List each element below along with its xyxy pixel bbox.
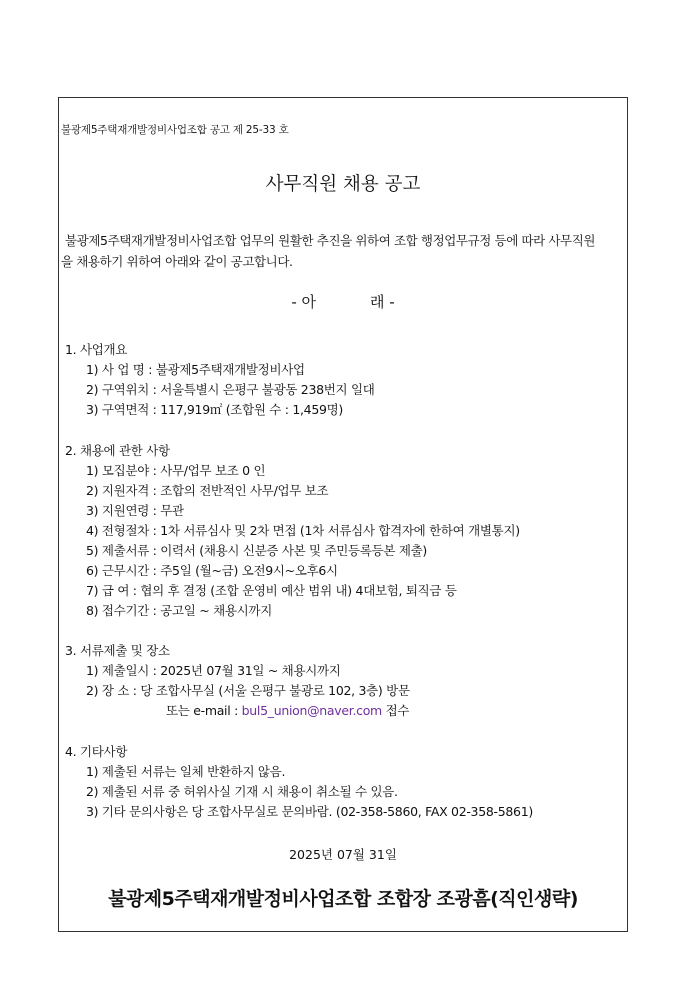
intro-line: 불광제5주택재개발정비사업조합 업무의 원활한 추진을 위하여 조합 행정업무규정 등에 따라 사무직원 bbox=[65, 233, 596, 248]
list-item: 1) 제출된 서류는 일체 반환하지 않음. bbox=[86, 764, 286, 779]
ah-rae-right: 래 - bbox=[370, 293, 395, 311]
list-item: 3) 지원연령 : 무관 bbox=[86, 503, 184, 518]
list-item: 6) 근무시간 : 주5일 (월~금) 오전9시~오후6시 bbox=[86, 563, 338, 578]
section-heading: 2. 채용에 관한 사항 bbox=[65, 443, 170, 458]
notice-date: 2025년 07월 31일 bbox=[289, 847, 397, 862]
list-item: 3) 기타 문의사항은 당 조합사무실로 문의바람. (02-358-5860, FAX 02-358-5861) bbox=[86, 804, 533, 819]
list-item: 1) 모집분야 : 사무/업무 보조 0 인 bbox=[86, 463, 266, 478]
signature: 불광제5주택재개발정비사업조합 조합장 조광흠(직인생략) bbox=[108, 888, 578, 910]
page-title: 사무직원 채용 공고 bbox=[265, 174, 421, 195]
ah-rae-left: - 아 bbox=[291, 293, 316, 311]
notice-number: 불광제5주택재개발정비사업조합 공고 제 25-33 호 bbox=[61, 124, 289, 136]
email-suffix: 접수 bbox=[381, 703, 410, 718]
list-item: 2) 지원자격 : 조합의 전반적인 사무/업무 보조 bbox=[86, 483, 329, 498]
intro-line: 을 채용하기 위하여 아래와 같이 공고합니다. bbox=[61, 254, 293, 269]
intro-paragraph bbox=[61, 230, 625, 272]
list-item: 1) 사 업 명 : 불광제5주택재개발정비사업 bbox=[86, 362, 305, 377]
list-item: 2) 제출된 서류 중 허위사실 기재 시 채용이 취소될 수 있음. bbox=[86, 784, 398, 799]
section-heading: 4. 기타사항 bbox=[65, 744, 128, 759]
list-item: 2) 장 소 : 당 조합사무실 (서울 은평구 불광로 102, 3층) 방문 bbox=[86, 683, 410, 698]
email-link[interactable]: bul5_union@naver.com bbox=[241, 703, 382, 718]
section-misc bbox=[65, 742, 533, 822]
list-item: 2) 구역위치 : 서울특별시 은평구 불광동 238번지 일대 bbox=[86, 382, 375, 397]
section-heading: 3. 서류제출 및 장소 bbox=[65, 643, 170, 658]
list-item: 3) 구역면적 : 117,919㎡ (조합원 수 : 1,459명) bbox=[86, 402, 343, 417]
section-business-overview bbox=[65, 340, 375, 420]
section-submission bbox=[65, 641, 410, 721]
list-item: 7) 급 여 : 협의 후 결정 (조합 운영비 예산 범위 내) 4대보험, 퇴직금 등 bbox=[86, 583, 457, 598]
notice-document bbox=[58, 97, 628, 932]
section-recruitment bbox=[65, 441, 520, 621]
list-item: 1) 제출일시 : 2025년 07월 31일 ~ 채용시까지 bbox=[86, 663, 341, 678]
list-item: 8) 접수기간 : 공고일 ~ 채용시까지 bbox=[86, 603, 272, 618]
list-item: 4) 전형절차 : 1차 서류심사 및 2차 면접 (1차 서류심사 합격자에 한하여 개별통지) bbox=[86, 523, 520, 538]
ah-rae-heading bbox=[59, 291, 627, 312]
section-heading: 1. 사업개요 bbox=[65, 342, 128, 357]
email-line bbox=[65, 701, 410, 721]
email-prefix: 또는 e-mail : bbox=[166, 703, 242, 718]
list-item: 5) 제출서류 : 이력서 (채용시 신분증 사본 및 주민등록등본 제출) bbox=[86, 543, 427, 558]
